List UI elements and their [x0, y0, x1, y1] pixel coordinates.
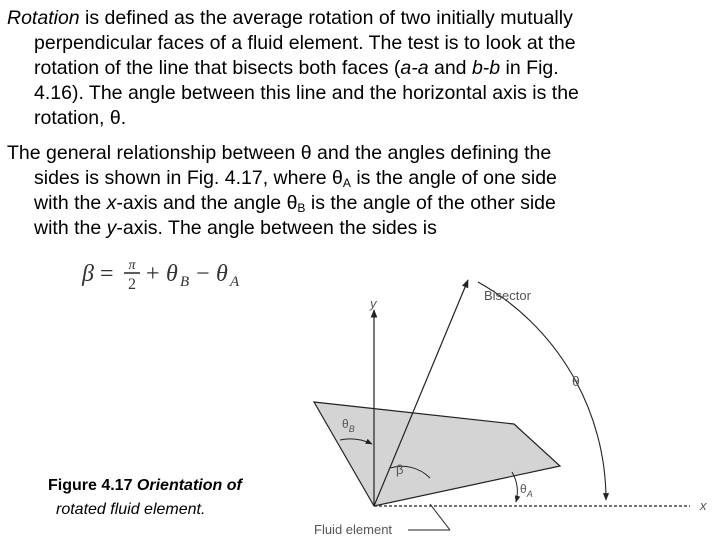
p2-line-4-text: with the: [34, 217, 107, 239]
formula-plus: +: [146, 261, 160, 287]
p1-line-1-text: is defined as the average rotation of two initially mutually: [79, 7, 573, 29]
theta-a-label: $\theta_A$: [520, 482, 533, 499]
term-a-a: a-a: [400, 57, 429, 79]
caption-title-part1: Orientation of: [136, 477, 242, 494]
formula-sub-b: B: [180, 274, 190, 290]
p1-and: and: [428, 57, 472, 79]
p2-line-1: The general relationship between θ and the angles defining the: [7, 142, 552, 164]
subscript-b: B: [297, 201, 306, 215]
fluid-element-leader-2: [430, 504, 450, 530]
term-y: y: [106, 217, 117, 239]
p2-line-4: [7, 216, 707, 241]
p2-line-3-mid: -axis and the angle θ: [116, 192, 298, 214]
figure-caption: [48, 474, 288, 522]
p1-line-2: perpendicular faces of a fluid element. The test is to look at the: [34, 32, 576, 54]
beta-label: β: [396, 462, 404, 477]
formula-minus: −: [196, 261, 210, 287]
formula-two: 2: [128, 276, 136, 291]
formula-theta-b: θ: [166, 261, 178, 287]
p2-line-2: [7, 166, 707, 191]
theta-label: θ: [572, 373, 580, 389]
beta-formula: [82, 255, 282, 291]
p2-line-4-end: -axis. The angle between the sides is: [116, 217, 437, 239]
p2-line-3-end: is the angle of the other side: [305, 192, 556, 214]
term-x: x: [106, 192, 117, 214]
subscript-a: A: [342, 176, 351, 190]
formula-sub-a: A: [230, 274, 240, 290]
formula-beta: β: [82, 261, 94, 287]
caption-figure-number: Figure 4.17: [48, 477, 137, 494]
p1-line-3-text: rotation of the line that bisects both faces (: [34, 57, 401, 79]
p2-line-2-end: is the angle of one side: [350, 167, 557, 189]
x-axis-label: x: [700, 498, 707, 513]
p2-line-3: [7, 191, 707, 216]
fluid-element-label: Fluid element: [314, 522, 393, 537]
formula-group: [82, 258, 240, 291]
y-axis-label: y: [370, 296, 377, 311]
p1-line-3: [7, 56, 707, 81]
paragraph-rotation-definition: [7, 6, 707, 131]
formula-theta-a: θ: [216, 261, 228, 287]
p1-line-1: [7, 6, 707, 31]
formula-pi: π: [128, 258, 136, 273]
p1-line-4: 4.16). The angle between this line and the horizontal axis is the: [34, 82, 579, 104]
formula-equals: =: [100, 261, 114, 287]
rotated-fluid-element-figure: [290, 268, 720, 540]
term-b-b: b-b: [471, 57, 501, 79]
p2-line-3-text: with the: [34, 192, 107, 214]
p1-line-3-end: in Fig.: [500, 57, 559, 79]
p2-line-2-text: sides is shown in Fig. 4.17, where θ: [34, 167, 343, 189]
term-rotation: Rotation: [7, 7, 80, 29]
caption-line-2: [48, 498, 288, 522]
caption-line-1: [48, 474, 288, 498]
caption-title-part2: rotated fluid element.: [56, 501, 206, 518]
bisector-label: Bisector: [484, 288, 531, 303]
theta-b-label: $\theta_B$: [342, 417, 355, 434]
p1-line-5: rotation, θ.: [34, 107, 127, 129]
paragraph-general-relationship: [7, 141, 707, 241]
